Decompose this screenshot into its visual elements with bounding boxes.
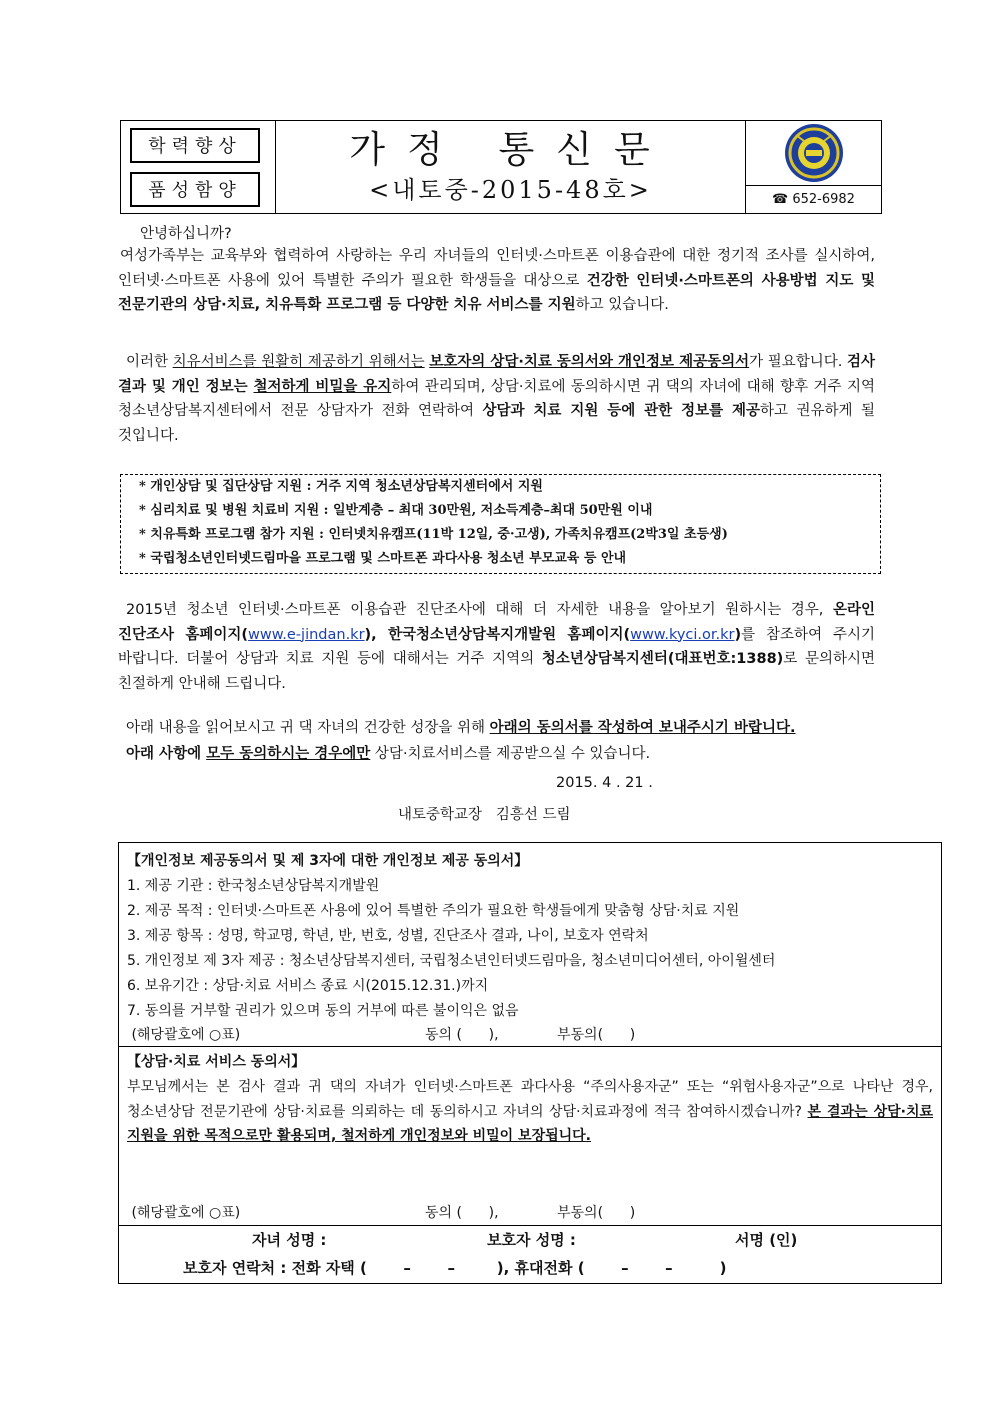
motto-panel [121,121,276,213]
text-run: 상담과 치료 지원 등에 관한 정보를 제공 [482,403,761,419]
privacy-agree-option[interactable]: 동의 ( ), [425,1027,499,1043]
text-run: 아래 내용을 읽어보시고 귀 댁 자녀의 건강한 성장을 위해 [126,720,490,736]
consent-form [118,842,942,1284]
title-panel [276,121,746,213]
intro-paragraph [118,244,875,318]
text-run: 를 참조하여 주시기 바랍니다. 더불어 상담과 치료 지원 등에 대해서는 거주 지역의 [118,626,875,667]
text-run: 상담·치료서비스를 제공받으실 수 있습니다. [370,746,651,762]
purpose-paragraph [118,350,875,448]
text-run: 하고 권유하게 될 것입니다. [118,403,875,444]
text-run: 아래의 동의서를 작성하여 보내주시기 바랍니다. [489,720,796,736]
homepage-link[interactable]: www.kyci.or.kr [630,626,735,643]
info-paragraph [118,598,875,696]
service-agree-option[interactable]: 동의 ( ), [425,1205,499,1221]
text-run: 모두 동의하시는 경우에만 [206,746,371,762]
text-run: 로 문의하시면 친절하게 안내해 드립니다. [118,651,876,692]
motto-box: 품성함양 [130,172,260,207]
guardian-name-field[interactable]: 보호자 성명 : [487,1231,576,1249]
homepage-link[interactable]: www.e-jindan.kr [248,626,365,643]
text-run: 이러한 [126,354,173,370]
privacy-consent-title: 【개인정보 제공동의서 및 제 3자에 대한 개인정보 제공 동의서】 [127,853,529,869]
service-disagree-option[interactable]: 부동의( ) [557,1205,636,1221]
text-run: 아래 사항에 [126,746,207,762]
issue-number: <내토중-2015-48호> [369,176,652,204]
text-run: 부모님께서는 본 검사 결과 귀 댁의 자녀가 인터넷·스마트폰 과다사용 “주의사용자군” 또는 “위험사용자군”으로 나타난 경우, 청소년상담 전문기관에 상담·치료를 의뢰하는 데 동의하시고 자녀의 상담·치료과정에 적극 참여하시겠습니까? [127,1079,933,1120]
list-item: 1. 제공 기관 : 한국청소년상담복지개발원 [127,878,380,894]
phone-number: ☎ 652-6982 [746,185,881,213]
divider [119,1225,941,1226]
text-run: 검사 결과 및 개인 정보는 [118,354,876,395]
list-item: * 치유특화 프로그램 참가 지원 : 인터넷치유캠프(11박 12일, 중·고생), 가족치유캠프(2박3일 초등생) [139,527,728,542]
text-run: 건강한 인터넷·스마트폰의 사용방법 지도 및 전문기관의 상담·치료, 치유특화 프로그램 등 다양한 치유 서비스를 지원 [118,272,876,313]
signature-field[interactable]: 서명 (인) [735,1231,798,1249]
list-item: * 개인상담 및 집단상담 지원 : 거주 지역 청소년상담복지센터에서 지원 [139,479,543,494]
request-paragraph [118,716,875,741]
text-run: 여성가족부는 교육부와 협력하여 사랑하는 우리 자녀들의 인터넷·스마트폰 이용습관에 대한 정기적 조사를 실시하여, 인터넷·스마트폰 사용에 있어 특별한 주의가 필요한 학생들을 대상으로 [118,248,875,289]
text-run: 2015년 청소년 인터넷·스마트폰 이용습관 진단조사에 대해 더 자세한 내용을 알아보기 원하시는 경우, [126,602,833,618]
text-run: 하여 관리되며, 상담·치료에 동의하시면 귀 댁의 자녀에 대해 향후 거주 지역 청소년상담복지센터에서 전문 상담자가 전화 연락하여 [118,378,875,419]
child-name-field[interactable]: 자녀 성명 : [252,1231,327,1249]
school-emblem-icon [784,123,844,183]
text-run: 보호자의 상담·치료 동의서와 개인정보 제공동의서 [429,354,750,370]
phone-icon: ☎ [772,192,793,207]
greeting: 안녕하십니까? [140,226,232,242]
issue-date: 2015. 4 . 21 . [556,775,653,791]
condition-paragraph [118,742,875,767]
list-item: 3. 제공 항목 : 성명, 학교명, 학년, 반, 번호, 성별, 진단조사 결과, 나이, 보호자 연락처 [127,928,649,944]
text-run: 하고 있습니다. [575,297,669,313]
service-consent-title: 【상담·치료 서비스 동의서】 [127,1054,306,1070]
list-item: 2. 제공 목적 : 인터넷·스마트폰 사용에 있어 특별한 주의가 필요한 학생들에게 맞춤형 상담·치료 지원 [127,903,740,919]
page-title: 가정 통신문 [349,128,672,171]
school-panel [746,121,881,213]
list-item: 6. 보유기간 : 상담·치료 서비스 종료 시(2015.12.31.)까지 [127,978,489,994]
mark-instruction: (해당괄호에 ○표) [127,1205,241,1221]
support-list-box [120,474,881,574]
text-run: 청소년상담복지센터(대표번호:1388) [541,651,784,667]
service-consent-text [127,1075,933,1149]
list-item: 7. 동의를 거부할 권리가 있으며 동의 거부에 따른 불이익은 없음 [127,1003,519,1019]
list-item: * 국립청소년인터넷드림마을 프로그램 및 스마트폰 과다사용 청소년 부모교육 등 안내 [139,551,627,566]
guardian-contact-field[interactable]: 보호자 연락처 : 전화 자택 ( – – ), 휴대전화 ( – – ) [183,1259,727,1277]
text-run: 온라인 진단조사 홈페이지( [118,602,875,643]
mark-instruction: (해당괄호에 ○표) [127,1027,241,1043]
text-run: 치유서비스를 원활히 제공하기 위해서는 [172,354,425,370]
text-run: ), 한국청소년상담복지개발원 홈페이지( [364,626,631,643]
text-run: ) [734,626,742,643]
list-item: * 심리치료 및 병원 치료비 지원 : 일반계층 – 최대 30만원, 저소득계층–최대 50만원 이내 [139,503,653,518]
text-run: 가 필요합니다. [749,354,847,370]
newsletter-header [120,120,882,214]
privacy-disagree-option[interactable]: 부동의( ) [557,1027,636,1043]
motto-box: 학력향상 [130,128,260,163]
divider [119,1046,941,1047]
list-item: 5. 개인정보 제 3자 제공 : 청소년상담복지센터, 국립청소년인터넷드림마을, 청소년미디어센터, 아이윌센터 [127,953,776,969]
text-run: 본 결과는 상담·치료 지원을 위한 목적으로만 활용되며, 철저하게 개인정보와 비밀이 보장됩니다. [127,1103,933,1144]
principal-signature: 내토중학교장 김흥선 드림 [398,807,571,823]
text-run: 철저하게 비밀을 유지 [253,378,392,395]
